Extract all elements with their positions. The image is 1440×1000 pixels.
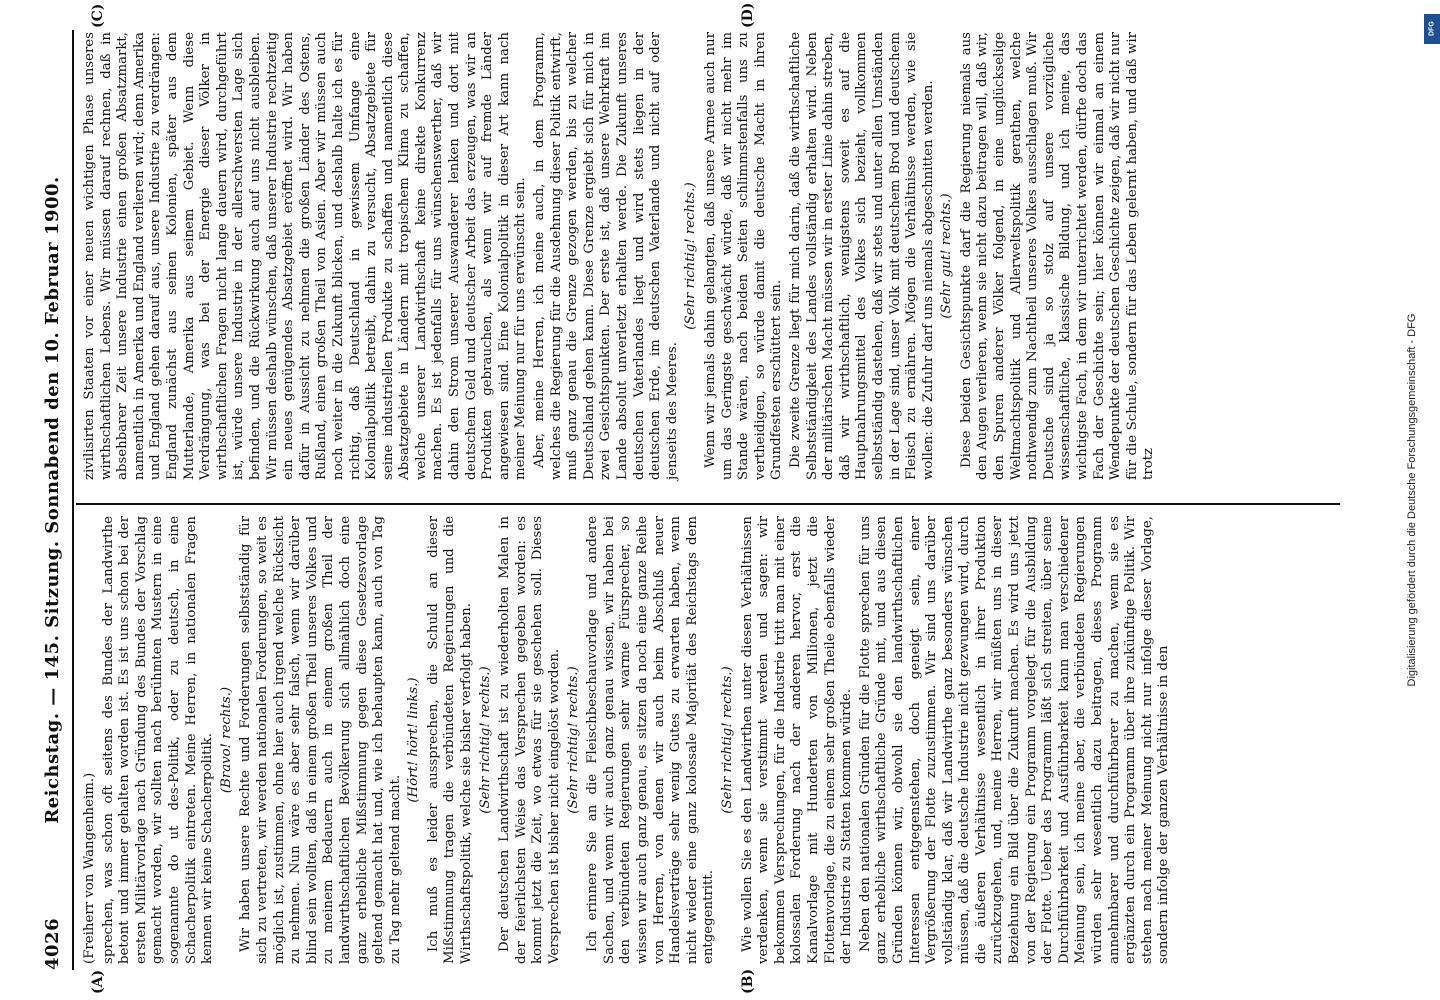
digitization-credit: Digitalisierung gefördert durch die Deutsche Forschungsgemeinschaft - DFG [1406,313,1418,687]
paragraph: sprechen, was schon oft seitens des Bundes der Landwirthe betont und immer gehalten worden ist. Es ist uns schon bei der ersten Militärvorlage nach Gründung des Bundes der Vorschlag gemacht worden, wir sollten nach berühmten Mustern in eine sogenannte do ut des-Politik, oder zu deutsch, in eine Schacherpolitik eintreten. Meine Herren, in nationalen Fragen kennen wir keine Schacherpolitik. [100,516,216,964]
page-title: Reichstag. — 145. Sitzung. Sonnabend den 10. Februar 1900. [42,176,63,824]
right-column [82,32,1160,480]
interjection: (Sehr richtig! rechts.) [683,182,699,330]
header-rule [72,30,74,970]
page-number: 4026 [42,917,63,970]
margin-mark-b: (B) [740,968,756,994]
paragraph: Aber, meine Herren, ich meine auch, in dem Programm, welches die Regierung für die Ausdehnung dieser Politik entwirft, muß ganz genau die Grenze gezogen werden, bis zu welcher Deutschland gehen kann. Diese Grenze ergiebt sich für mich in zwei Gesichtspunkten. Der erste ist, daß unsere Wehrkraft im Lande absolut unverletzt erhalten werde. Die Zukunft unseres deutschen Vaterlandes liegt und wird stets liegen in der deutschen Erde, im deutschen Vaterlande und nicht auf oder jenseits des Meeres. [532,32,680,480]
left-column [82,516,1175,964]
interjection: (Bravo! rechts.) [218,686,234,794]
margin-mark-c: (C) [90,3,106,28]
page-header [42,30,66,970]
paragraph: Ich muß es leider aussprechen, die Schuld an dieser Mißstimmung tragen die verbündeten Regierungen und die Wirthschaftspolitik, welche sie bisher verfolgt haben. [425,516,475,964]
paragraph: Wir haben unsere Rechte und Forderungen selbstständig für sich zu vertreten, wir werden nationalen Forderungen, so weit es möglich ist, zustimmen, ohne hier auch irgend welche Rücksicht zu nehmen. Nun wäre es aber sehr falsch, wenn wir darüber blind sein wollten, daß in einem großen Theil unseres Volkes und zu meinem Bedauern auch in einem großen Theil der landwirthschaftlichen Bevölkerung sich allmählich doch eine ganz erhebliche Mißstimmung gegen diese Gesetzesvorlage geltend gemacht hat und, wie ich behaupten kann, auch von Tag zu Tag mehr geltend macht. [238,516,403,964]
paragraph: Der deutschen Landwirthschaft ist zu wiederholten Malen in der feierlichsten Weise das Versprechen gegeben worden: es kommt jetzt die Zeit, wo etwas für sie geschehen soll. Dieses Versprechen ist bisher nicht eingelöst worden. [497,516,563,964]
interjection: (Hört! hört! links.) [406,677,422,803]
interjection: (Sehr richtig! rechts.) [477,666,493,814]
paragraph: Diese beiden Gesichtspunkte darf die Regierung niemals aus den Augen verlieren, wenn sie nicht dazu beitragen will, daß wir, den Spuren anderer Völker folgend, in eine unglückselige Weltmachtspolitik und Allerweltspolitik gerathen, welche nothwendig zum Nachtheil unseres Volkes ausschlagen muß. Wir Deutsche sind ja so stolz auf unsere vorzügliche wissenschaftliche, klassische Bildung, und ich meine, das wichtigste Fach, in dem wir unterrichtet werden, dürfte doch das Fach der Geschichte sein; hier können wir einmal an einem Wendepunkte der deutschen Geschichte zeigen, daß wir nicht nur für die Schule, sondern für das Leben gelernt haben, und daß wir trotz [958,32,1157,480]
interjection: (Sehr richtig! rechts.) [565,666,581,814]
interjection: (Sehr richtig! rechts.) [719,666,735,814]
paragraph: Wenn wir jemals dahin gelangten, daß unsere Armee auch nur um das Geringste geschwächt würde, daß wir nicht mehr im Stande wären, nach beiden Seiten schlimmstenfalls uns zu vertheidigen, so würde damit die deutsche Macht in ihren Grundfesten erschüttert sein. [702,32,785,480]
speaker-name: (Freiherr von Wangenheim.) [82,772,97,964]
paragraph: Wie wollen Sie es den Landwirthen unter diesen Verhältnissen verdenken, wenn sie verstimmt werden und sagen: wir bekommen Versprechungen, für die Industrie tritt man mit einer kolossalen Forderung nach der anderen hervor, erst die Kanalvorlage mit Hunderten von Millionen, jetzt die Flottenvorlage, die zu einem sehr großen Theile ebenfalls wieder der Industrie zu Statten kommen würde. [739,516,855,964]
dfg-logo: DFG [1424,14,1440,44]
paragraph: Ich erinnere Sie an die Fleischbeschauvorlage und andere Sachen, und wenn wir auch ganz genau wissen, wir haben bei den verbündeten Regierungen sehr warme Fürsprecher, so wissen wir auch ganz genau, es sitzen da noch eine ganze Reihe von Herren, von denen wir auch beim Abschluß neuer Handelsverträge sehr wenig Gutes zu erwarten haben, wenn nicht wieder eine ganz kolossale Majorität des Reichstags dem entgegentritt. [585,516,717,964]
paragraph: zivilisirten Staaten vor einer neuen wichtigen Phase unseres wirthschaftlichen Lebens. Wir müssen darauf rechnen, daß in absehbarer Zeit unsere Industrie einen großen Absatzmarkt, namentlich in Amerika und England verlieren wird; denn Amerika und England gehen darauf aus, unsere Industrie zu verdrängen: England zunächst aus seinen Kolonien, später aus dem Mutterlande, Amerika aus seinem Gebiet. Wenn diese Verdrängung, was bei der Energie dieser Völker in wirthschaftlichen Fragen nicht lange dauern wird, durchgeführt ist, würde unsere Industrie in der allerschwersten Lage sich befinden, und die Rückwirkung auch auf uns nicht ausbleiben. Wir müssen deshalb wünschen, daß unserer Industrie rechtzeitig ein neues genügendes Absatzgebiet eröffnet wird. Wir haben dafür in Aussicht zu nehmen die großen Länder des Ostens, Rußland, einen großen Theil von Asien. Aber wir müssen auch noch weiter in die Zukunft blicken, und deshalb halte ich es für richtig, daß Deutschland in gewissem Umfange eine Kolonialpolitik betreibt, dahin zu versucht, Absatzgebiete für seine industriellen Produkte zu schaffen und namentlich diese Absatzgebiete in Ländern mit tropischem Klima zu schaffen, welche unserer Landwirthschaft keine direkte Konkurrenz machen. Es ist jedenfalls für uns wünschenswerther, daß wir dahin den Strom unserer Auswanderer lenken und dort mit deutschem Geld und deutscher Arbeit das erzeugen, was wir an Produkten gebrauchen, als wenn wir auf fremde Länder angewiesen sind. Eine Kolonialpolitik in dieser Art kann nach meiner Meinung nur für uns erwünscht sein. [82,32,529,480]
paragraph: Die zweite Grenze liegt für mich darin, daß die wirthschaftliche Selbstständigkeit des Landes vollständig erhalten wird. Neben der militärischen Macht müssen wir in erster Linie dahin streben, daß wir wirthschaftlich, wenigstens soweit es auf die Hauptnahrungsmittel des Volkes sich bezieht, vollkommen selbstständig dastehen, daß wir stets und unter allen Umständen in der Lage sind, unser Volk mit deutschem Brod und deutschem Fleisch zu ernähren. Mögen die Verhältnisse werden, wie sie wollen: die Zufuhr darf uns niemals abgeschnitten werden. [787,32,936,480]
paragraph: Neben den nationalen Gründen für die Flotte sprechen für uns ganz erhebliche wirthschaftliche Gründe mit, und aus diesen Gründen können wir, obwohl sie den landwirthschaftlichen Interessen entgegenstehen, doch geneigt sein, einer Vergrößerung der Flotte zuzustimmen. Wir sind uns darüber vollständig klar, daß wir Landwirthe ganz besonders wünschen müssen, daß die deutsche Industrie nicht gezwungen wird, durch die äußeren Verhältnisse wesentlich in ihrer Produktion zurückzugehen, und, meine Herren, wir müßten uns in dieser Beziehung ein Bild über die Zukunft machen. Es wird uns jetzt von der Regierung ein Programm vorgelegt für die Ausbildung der Flotte. Ueber das Programm läßt sich streiten, über seine Durchführbarkeit und Ausführbarkeit kann man verschiedener Meinung sein, ich meine aber, die verbündeten Regierungen würden sehr wesentlich dazu beitragen, dieses Programm annehmbarer und durchführbarer zu machen, wenn sie es ergänzten durch ein Programm über ihre zukünftige Politik. Wir stehen nach meiner Meinung nicht nur infolge dieser Vorlage, sondern infolge der ganzen Verhältnisse in den [857,516,1172,964]
interjection: (Sehr gut! rechts.) [939,193,955,319]
column-divider [76,503,1340,505]
margin-mark-a: (A) [90,969,106,994]
margin-mark-d: (D) [740,2,756,28]
